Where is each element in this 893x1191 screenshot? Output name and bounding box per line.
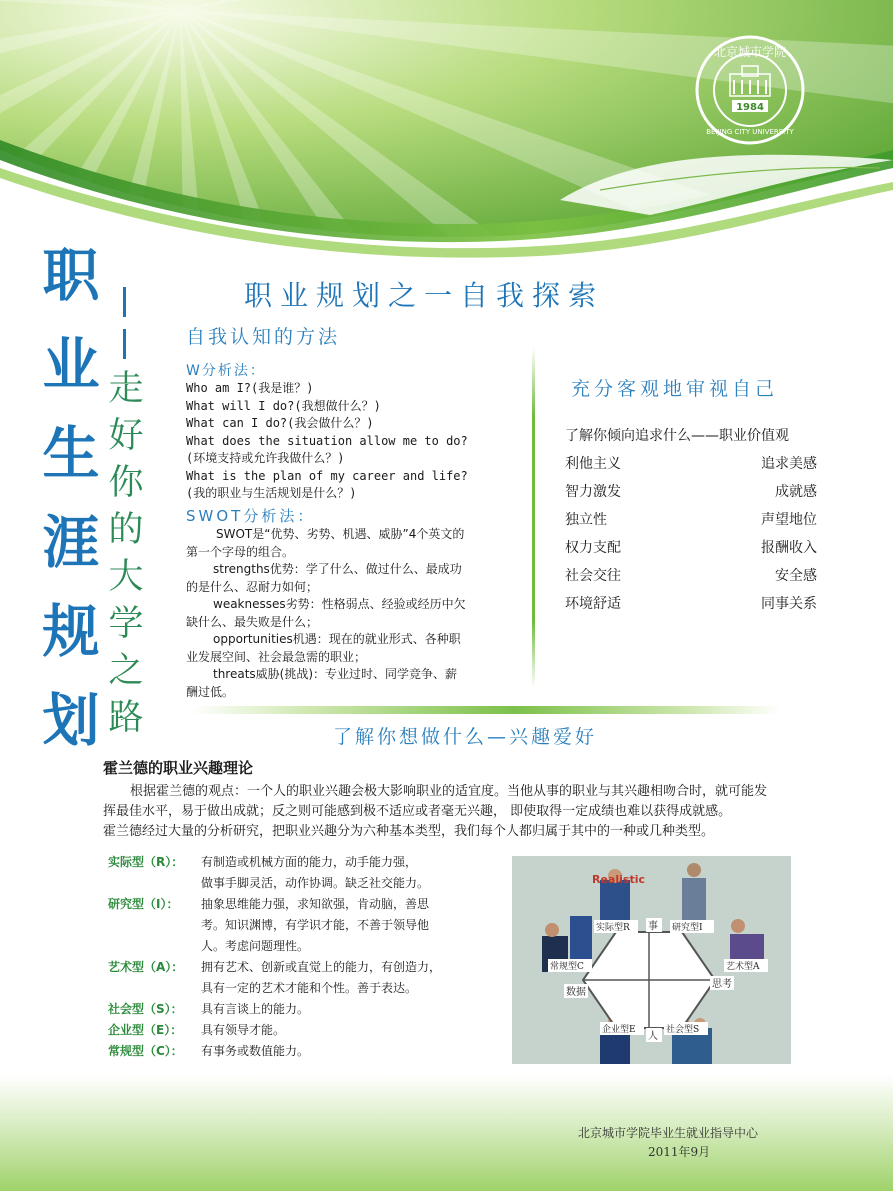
section-heading-self-exploration: 职业规划之一自我探索 [244, 279, 605, 312]
holland-type-name: 社会型（S）： [108, 1002, 183, 1016]
career-value-right: 追求美感 [761, 456, 817, 472]
subtitle-char: 大 [108, 557, 144, 597]
title-dash-divider [123, 287, 127, 365]
title-char: 业 [42, 332, 100, 398]
swot-line: 第一个字母的组合。 [186, 544, 295, 559]
label-s: 社会型S [666, 1025, 700, 1035]
title-char: 划 [42, 688, 100, 754]
holland-type-desc: 人。考虑问题理性。 [201, 939, 310, 953]
holland-type-desc: 具有一定的艺术才能和个性。善于表达。 [201, 981, 418, 995]
holland-hexagon-figure [512, 856, 791, 1064]
swot-line: opportunities机遇：现在的就业形式、各种职 [213, 632, 461, 646]
title-char: 规 [42, 599, 100, 665]
career-value-row [565, 506, 825, 534]
swot-line: weaknesses劣势：性格弱点、经验或经历中欠 [213, 597, 466, 611]
theory-paragraph-line-1: 根据霍兰德的观点：一个人的职业兴趣会极大影响职业的适宜度。当他从事的职业与其兴趣相吻合时，就可能发 [130, 784, 768, 799]
footer-organization: 北京城市学院毕业生就业指导中心 [578, 1126, 759, 1140]
title-char: 涯 [42, 510, 100, 576]
label-e: 企业型E [602, 1025, 636, 1035]
career-value-left: 智力激发 [565, 484, 621, 500]
career-value-row [565, 478, 825, 506]
values-heading: 充分客观地审视自己 [571, 378, 779, 400]
subtitle-char: 路 [108, 698, 144, 738]
swot-line: 酬过低。 [186, 684, 235, 699]
career-value-right: 成就感 [775, 484, 817, 500]
subtitle-char: 走 [108, 369, 144, 409]
label-r: 实际型R [596, 923, 630, 933]
w-analysis-lines [186, 380, 468, 503]
method-heading: 自我认知的方法 [186, 326, 341, 348]
w-analysis-line: What can I do?(我会做什么？) [186, 416, 374, 430]
label-c: 常规型C [550, 962, 584, 972]
career-value-row [565, 590, 825, 618]
university-seal-logo [694, 34, 806, 146]
swot-line: 的是什么、忍耐力如何； [186, 579, 319, 594]
holland-type-desc: 考。知识渊博，有学识才能，不善于领导他 [201, 918, 430, 932]
swot-line: SWOT是“优势、劣势、机遇、威胁”4个英文的 [216, 527, 465, 541]
word-left: 数据 [566, 987, 586, 998]
realistic-word: Realistic [592, 873, 645, 886]
vertical-subtitle [103, 366, 149, 742]
word-top: 事 [648, 921, 658, 932]
footer-gradient [0, 1075, 893, 1191]
career-value-right: 声望地位 [761, 512, 817, 528]
career-value-right: 同事关系 [761, 596, 817, 612]
w-analysis-heading: W分析法： [186, 363, 266, 379]
career-value-left: 环境舒适 [565, 596, 621, 612]
label-a: 艺术型A [726, 962, 760, 972]
w-analysis-line: What does the situation allow me to do? [186, 433, 468, 448]
career-value-left: 独立性 [565, 512, 607, 528]
swot-heading: SWOT分析法： [186, 507, 316, 525]
swot-lines [186, 526, 466, 701]
svg-text:BEIJING CITY UNIVERSITY: BEIJING CITY UNIVERSITY [706, 128, 794, 136]
holland-type-name: 企业型（E）： [108, 1023, 183, 1037]
w-analysis-line: What is the plan of my career and life? [186, 468, 468, 483]
title-char: 生 [42, 421, 100, 487]
values-intro: 了解你倾向追求什么——职业价值观 [565, 428, 789, 444]
holland-type-desc: 做事手脚灵活，动作协调。缺乏社交能力。 [201, 876, 430, 890]
career-value-row [565, 450, 825, 478]
career-value-row [565, 534, 825, 562]
holland-type-desc: 抽象思维能力强，求知欲强，肯动脑，善思 [201, 897, 430, 911]
subtitle-char: 你 [108, 463, 144, 503]
swot-line: strengths优势：学了什么、做过什么、最成功 [213, 562, 462, 576]
w-analysis-line: (环境支持或允许我做什么？) [186, 451, 345, 465]
holland-type-desc: 有制造或机械方面的能力，动手能力强， [201, 855, 418, 869]
career-value-right: 安全感 [775, 568, 817, 584]
career-value-left: 社会交往 [565, 568, 621, 584]
header-banner [0, 0, 893, 260]
swot-line: 缺什么、最失败是什么； [186, 614, 319, 629]
career-value-row [565, 562, 825, 590]
holland-type-desc: 具有言谈上的能力。 [201, 1002, 310, 1016]
label-i: 研究型I [672, 923, 703, 933]
subtitle-char: 学 [108, 604, 144, 644]
holland-type-desc: 具有领导才能。 [201, 1023, 286, 1037]
title-char: 职 [42, 243, 100, 309]
career-value-right: 报酬收入 [761, 540, 817, 556]
theory-paragraph-line-2: 挥最佳水平，易于做出成就；反之则可能感到极不适应或者毫无兴趣， 即使取得一定成绩也难以获得成就感。 [103, 804, 732, 819]
holland-type-name: 实际型（R）： [108, 855, 184, 869]
holland-type-desc: 有事务或数值能力。 [201, 1044, 310, 1058]
footer-date: 2011年9月 [648, 1145, 711, 1159]
holland-type-desc: 拥有艺术、创新或直觉上的能力，有创造力， [201, 960, 442, 974]
section-divider-line [190, 706, 780, 714]
svg-text:北京城市学院: 北京城市学院 [713, 45, 787, 59]
subtitle-char: 之 [108, 651, 144, 691]
holland-type-name: 艺术型（A）： [108, 960, 184, 974]
svg-text:1984: 1984 [736, 102, 764, 113]
subtitle-char: 的 [108, 510, 144, 550]
swot-line: 业发展空间、社会最急需的职业； [186, 649, 367, 664]
word-right: 思考 [712, 979, 732, 990]
career-value-left: 利他主义 [565, 456, 621, 472]
career-values-list [565, 422, 825, 618]
w-analysis-line: What will I do?(我想做什么？) [186, 398, 381, 413]
career-value-left: 权力支配 [565, 540, 621, 556]
theory-paragraph-line-3: 霍兰德经过大量的分析研究，把职业兴趣分为六种基本类型，我们每个人都归属于其中的一种或几种类型。 [103, 824, 715, 839]
vertical-title-career-planning [36, 232, 106, 766]
w-analysis-line: Who am I?(我是谁？) [186, 381, 314, 395]
word-bottom: 人 [648, 1031, 658, 1042]
w-analysis-line: (我的职业与生活规划是什么？) [186, 486, 357, 500]
holland-theory-title: 霍兰德的职业兴趣理论 [103, 759, 254, 777]
subtitle-char: 好 [108, 416, 144, 456]
holland-type-name: 常规型（C）： [108, 1044, 183, 1058]
column-divider-line [532, 348, 535, 688]
interest-heading: 了解你想做什么—兴趣爱好 [333, 726, 598, 748]
holland-type-name: 研究型（I）： [108, 897, 179, 911]
swot-line: threats威胁(挑战)：专业过时、同学竞争、薪 [213, 667, 458, 681]
